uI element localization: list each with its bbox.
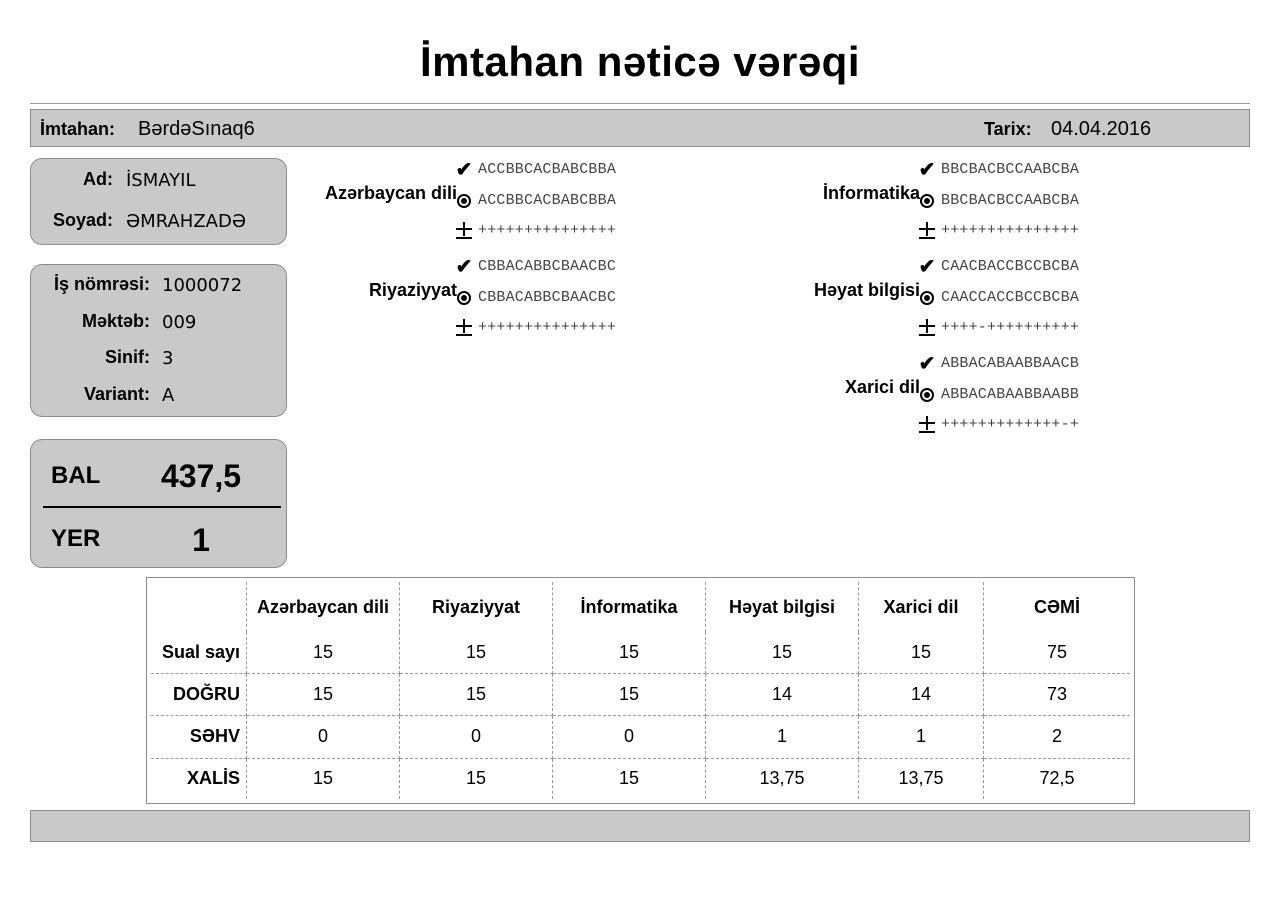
table-cell: 13,75 xyxy=(859,759,984,799)
table-cell: 1 xyxy=(706,716,859,758)
exam-label: İmtahan: xyxy=(40,119,116,139)
table-row xyxy=(151,716,1130,758)
table-header-cell: Azərbaycan dili xyxy=(247,582,400,632)
table-cell: 1 xyxy=(859,716,984,758)
result-marks: +++++++++++++-+ xyxy=(941,416,1080,433)
result-marks: +++++++++++++++ xyxy=(478,319,617,336)
student-answers: ABBACABAABBAABB xyxy=(941,386,1080,403)
row-header: SƏHV xyxy=(151,716,247,758)
row-header: DOĞRU xyxy=(151,674,247,716)
page-title: İmtahan nəticə vərəqi xyxy=(420,38,860,85)
target-circle-icon xyxy=(918,289,936,307)
correct-key: CBBACABBCBAACBC xyxy=(478,258,617,275)
subject-name: İnformatika xyxy=(822,183,920,203)
result-marks: +++++++++++++++ xyxy=(478,222,617,239)
subject-block-azerbaycan xyxy=(295,160,755,256)
table-header-cell: CƏMİ xyxy=(1033,597,1081,617)
correct-key: BBCBACBCCAABCBA xyxy=(941,161,1080,178)
check-icon: ✔ xyxy=(918,159,936,181)
target-circle-icon xyxy=(918,192,936,210)
table-cell: 0 xyxy=(400,716,553,758)
table-cell: 15 xyxy=(859,632,984,674)
table-cell: 0 xyxy=(553,716,706,758)
variant-value: A xyxy=(162,385,175,406)
subject-name: Xarici dil xyxy=(844,377,920,397)
row-header: XALİS xyxy=(151,759,247,799)
variant-label: Variant: xyxy=(83,384,150,404)
check-icon: ✔ xyxy=(455,256,473,278)
subject-block-xarici-dil xyxy=(758,354,1218,450)
name-label: Ad: xyxy=(83,169,113,189)
yer-label: YER xyxy=(51,525,101,552)
bal-label: BAL xyxy=(51,462,101,489)
footer-bar xyxy=(30,810,1250,842)
table-header-cell xyxy=(151,582,247,632)
plus-minus-icon xyxy=(918,319,936,340)
table-header-cell: Həyat bilgisi xyxy=(706,582,859,632)
table-row xyxy=(151,674,1130,716)
date-label: Tarix: xyxy=(984,119,1032,139)
plus-minus-icon xyxy=(455,222,473,243)
subject-block-informatika xyxy=(758,160,1218,256)
student-answers: CAACCACCBCCBCBA xyxy=(941,289,1080,306)
table-cell: 15 xyxy=(247,759,400,799)
table-cell: 15 xyxy=(400,674,553,716)
student-answers: BBCBACBCCAABCBA xyxy=(941,192,1080,209)
info-box xyxy=(30,264,287,417)
correct-key: ABBACABAABBAACB xyxy=(941,355,1080,372)
yer-value: 1 xyxy=(192,522,210,558)
result-marks: ++++-++++++++++ xyxy=(941,319,1080,336)
subject-block-heyat-bilgisi xyxy=(758,257,1218,353)
table-cell: 15 xyxy=(553,632,706,674)
table-cell: 14 xyxy=(859,674,984,716)
surname-value: ƏMRAHZADƏ xyxy=(126,211,246,232)
result-marks: +++++++++++++++ xyxy=(941,222,1080,239)
table-cell: 15 xyxy=(400,759,553,799)
title-divider xyxy=(30,103,1250,104)
results-table xyxy=(146,577,1135,804)
class-value: 3 xyxy=(162,348,174,369)
surname-label: Soyad: xyxy=(52,210,113,230)
subject-name: Həyat bilgisi xyxy=(813,280,920,300)
table-row xyxy=(151,759,1130,799)
class-label: Sinif: xyxy=(105,347,150,367)
table-cell: 15 xyxy=(553,759,706,799)
plus-minus-icon xyxy=(918,416,936,437)
student-answers: ACCBBCACBABCBBA xyxy=(478,192,617,209)
work-no-label: İş nömrəsi: xyxy=(53,274,150,294)
target-circle-icon xyxy=(455,289,473,307)
table-header-cell: Riyaziyyat xyxy=(400,582,553,632)
table-cell: 15 xyxy=(247,674,400,716)
score-box xyxy=(30,439,287,568)
correct-key: CAACBACCBCCBCBA xyxy=(941,258,1080,275)
table-cell: 15 xyxy=(247,632,400,674)
plus-minus-icon xyxy=(918,222,936,243)
school-label: Məktəb: xyxy=(81,311,150,331)
name-value: İSMAYIL xyxy=(126,170,196,191)
student-box xyxy=(30,158,287,245)
table-cell: 15 xyxy=(553,674,706,716)
check-icon: ✔ xyxy=(455,159,473,181)
work-no-value: 1000072 xyxy=(162,275,243,296)
school-value: 009 xyxy=(162,312,197,333)
table-header-row xyxy=(151,582,1130,632)
table-cell: 15 xyxy=(400,632,553,674)
table-cell: 73 xyxy=(984,674,1130,716)
table-cell: 15 xyxy=(706,632,859,674)
table-header-cell: Xarici dil xyxy=(859,582,984,632)
table-cell: 72,5 xyxy=(1039,768,1075,789)
table-header-cell: İnformatika xyxy=(553,582,706,632)
student-answers: CBBACABBCBAACBC xyxy=(478,289,617,306)
bal-value: 437,5 xyxy=(160,458,242,494)
table-cell: 75 xyxy=(984,632,1130,674)
plus-minus-icon xyxy=(455,319,473,340)
table-cell: 2 xyxy=(984,716,1130,758)
exam-value: BərdəSınaq6 xyxy=(138,118,255,140)
row-header: Sual sayı xyxy=(151,632,247,674)
date-value: 04.04.2016 xyxy=(1051,118,1152,140)
check-icon: ✔ xyxy=(918,256,936,278)
table-cell: 13,75 xyxy=(706,759,859,799)
subject-name: Riyaziyyat xyxy=(368,280,457,300)
table-row xyxy=(151,632,1130,674)
correct-key: ACCBBCACBABCBBA xyxy=(478,161,617,178)
subject-block-riyaziyyat xyxy=(295,257,755,353)
check-icon: ✔ xyxy=(918,353,936,375)
target-circle-icon xyxy=(455,192,473,210)
table-cell: 0 xyxy=(247,716,400,758)
score-divider xyxy=(43,506,281,508)
target-circle-icon xyxy=(918,386,936,404)
exam-header-bar xyxy=(30,109,1250,147)
table-cell: 14 xyxy=(706,674,859,716)
subject-name: Azərbaycan dili xyxy=(324,183,457,203)
